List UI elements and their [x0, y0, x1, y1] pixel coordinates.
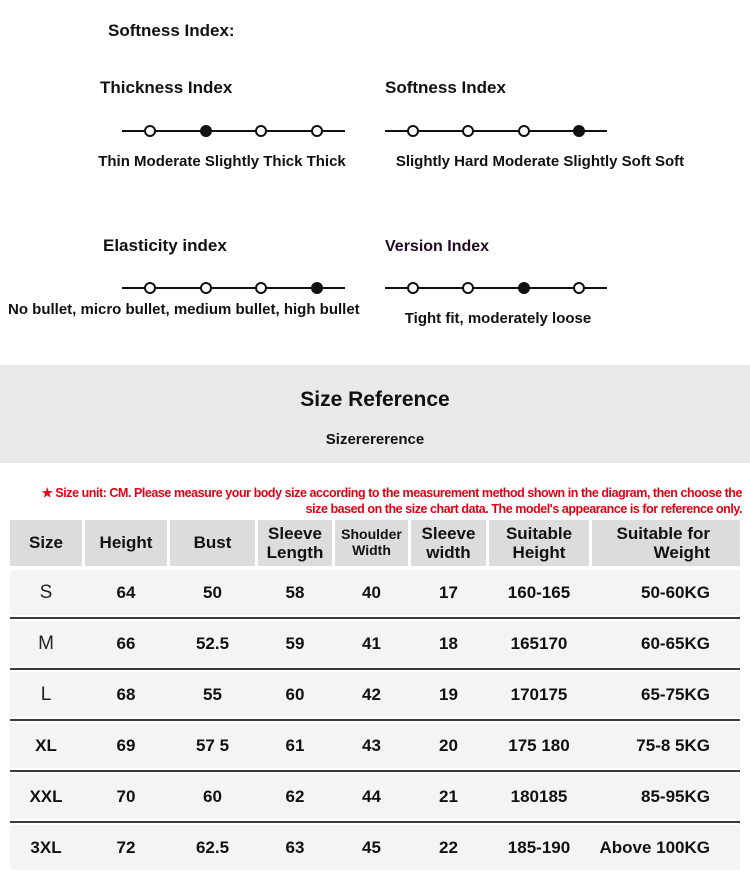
table-cell: 66	[116, 634, 136, 653]
table-header-row	[10, 520, 740, 566]
table-row	[10, 570, 740, 615]
table-cell: 50	[203, 583, 222, 602]
header-cell: Sleeve width	[411, 520, 486, 566]
table-cell: 62	[285, 787, 305, 806]
table-cell: 59	[285, 634, 305, 653]
table-cell: L	[40, 684, 52, 705]
slider-dot-open	[407, 125, 419, 137]
table-cell: 72	[116, 838, 136, 857]
size-table	[10, 520, 740, 870]
table-cell: 20	[439, 736, 458, 755]
version-index-scale-label: Tight fit, moderately loose	[404, 310, 592, 327]
table-row	[10, 723, 740, 768]
table-cell: XL	[35, 736, 57, 755]
table-cell: 57 5	[195, 736, 230, 755]
version-index-title: Version Index	[385, 238, 490, 255]
thickness-index-scale-label: Thin Moderate Slightly Thick Thick	[98, 153, 346, 170]
slider-dot-filled	[200, 125, 212, 137]
row-separator	[10, 719, 740, 721]
table-cell: Above 100KG	[599, 838, 710, 857]
header-cell: Suitable Height	[489, 520, 589, 566]
header-cell: Bust	[170, 520, 255, 566]
slider-dot-filled	[518, 282, 530, 294]
softness-index-title: Softness Index	[385, 78, 506, 97]
header-cell: Shoulder Width	[335, 520, 408, 566]
table-cell: 40	[362, 583, 381, 602]
softness-index-caption: Softness Index:	[108, 21, 235, 40]
table-cell: 160-165	[507, 583, 571, 602]
elasticity-index-scale-label: No bullet, micro bullet, medium bullet, high bullet	[8, 301, 360, 318]
table-cell: 42	[362, 685, 381, 704]
table-cell: 22	[439, 838, 458, 857]
size-unit-note	[8, 485, 742, 517]
table-cell: 185-190	[507, 838, 571, 857]
slider-dot-open	[200, 282, 212, 294]
table-row	[10, 774, 740, 819]
thickness-index-title: Thickness Index	[100, 78, 233, 97]
table-cell: 58	[285, 583, 305, 602]
table-cell: 75-8 5KG	[636, 736, 710, 755]
row-separator	[10, 668, 740, 670]
slider-dot-open	[144, 125, 156, 137]
size-unit-note-line2: size based on the size chart data. The model's appearance is for reference only.	[305, 502, 742, 516]
table-cell: 60	[285, 685, 305, 704]
header-cell: Suitable for Weight	[592, 520, 740, 566]
slider-dot-open	[407, 282, 419, 294]
table-body	[10, 570, 740, 870]
slider-dot-open	[255, 282, 267, 294]
table-cell: 165170	[510, 634, 568, 653]
slider-dot-open	[462, 282, 474, 294]
header-cell: Height	[85, 520, 167, 566]
slider-dot-filled	[573, 125, 585, 137]
header-cell: Size	[10, 520, 82, 566]
table-cell: 19	[439, 685, 458, 704]
softness-index-slider	[385, 125, 607, 137]
table-cell: 60-65KG	[641, 634, 710, 653]
row-separator	[10, 617, 740, 619]
table-cell: 45	[362, 838, 381, 857]
table-cell: 3XL	[30, 838, 62, 857]
table-cell: 50-60KG	[641, 583, 710, 602]
slider-dot-filled	[311, 282, 323, 294]
table-cell: 65-75KG	[641, 685, 710, 704]
thickness-index-slider	[122, 125, 345, 137]
slider-dot-open	[255, 125, 267, 137]
table-cell: 18	[439, 634, 458, 653]
elasticity-index-title: Elasticity index	[103, 236, 227, 255]
table-cell: 21	[439, 787, 458, 806]
table-cell: 55	[203, 685, 222, 704]
size-reference-subtitle: Sizerererence	[325, 431, 425, 448]
table-cell: 41	[362, 634, 381, 653]
row-separator	[10, 821, 740, 823]
table-cell: 61	[285, 736, 305, 755]
header-cell: Sleeve Length	[258, 520, 332, 566]
row-separator	[10, 770, 740, 772]
table-cell: S	[39, 582, 53, 603]
slider-dot-open	[462, 125, 474, 137]
table-cell: 180185	[510, 787, 568, 806]
table-cell: 170175	[510, 685, 568, 704]
table-row	[10, 621, 740, 666]
table-cell: 60	[203, 787, 222, 806]
table-cell: 17	[439, 583, 458, 602]
size-reference-banner	[0, 365, 750, 463]
slider-dot-open	[144, 282, 156, 294]
table-cell: 70	[116, 787, 136, 806]
table-cell: 63	[285, 838, 305, 857]
table-cell: 52.5	[195, 634, 230, 653]
slider-dot-open	[311, 125, 323, 137]
size-reference-title: Size Reference	[300, 388, 450, 411]
table-row	[10, 825, 740, 870]
table-cell: 85-95KG	[641, 787, 710, 806]
table-cell: 64	[116, 583, 136, 602]
slider-dot-open	[518, 125, 530, 137]
table-row	[10, 672, 740, 717]
table-cell: 175 180	[508, 736, 570, 755]
softness-index-scale-label: Slightly Hard Moderate Slightly Soft Soft	[395, 153, 685, 170]
table-cell: M	[38, 633, 54, 654]
table-cell: 62.5	[195, 838, 230, 857]
elasticity-index-slider	[122, 282, 345, 294]
table-cell: XXL	[29, 787, 63, 806]
table-cell: 44	[362, 787, 381, 806]
slider-dot-open	[573, 282, 585, 294]
table-cell: 68	[116, 685, 136, 704]
table-cell: 43	[362, 736, 381, 755]
table-cell: 69	[116, 736, 136, 755]
size-unit-note-line1: ★ Size unit: CM. Please measure your body size according to the measurement method shown in the diagram, then choose the	[41, 486, 742, 500]
version-index-slider	[385, 282, 607, 294]
